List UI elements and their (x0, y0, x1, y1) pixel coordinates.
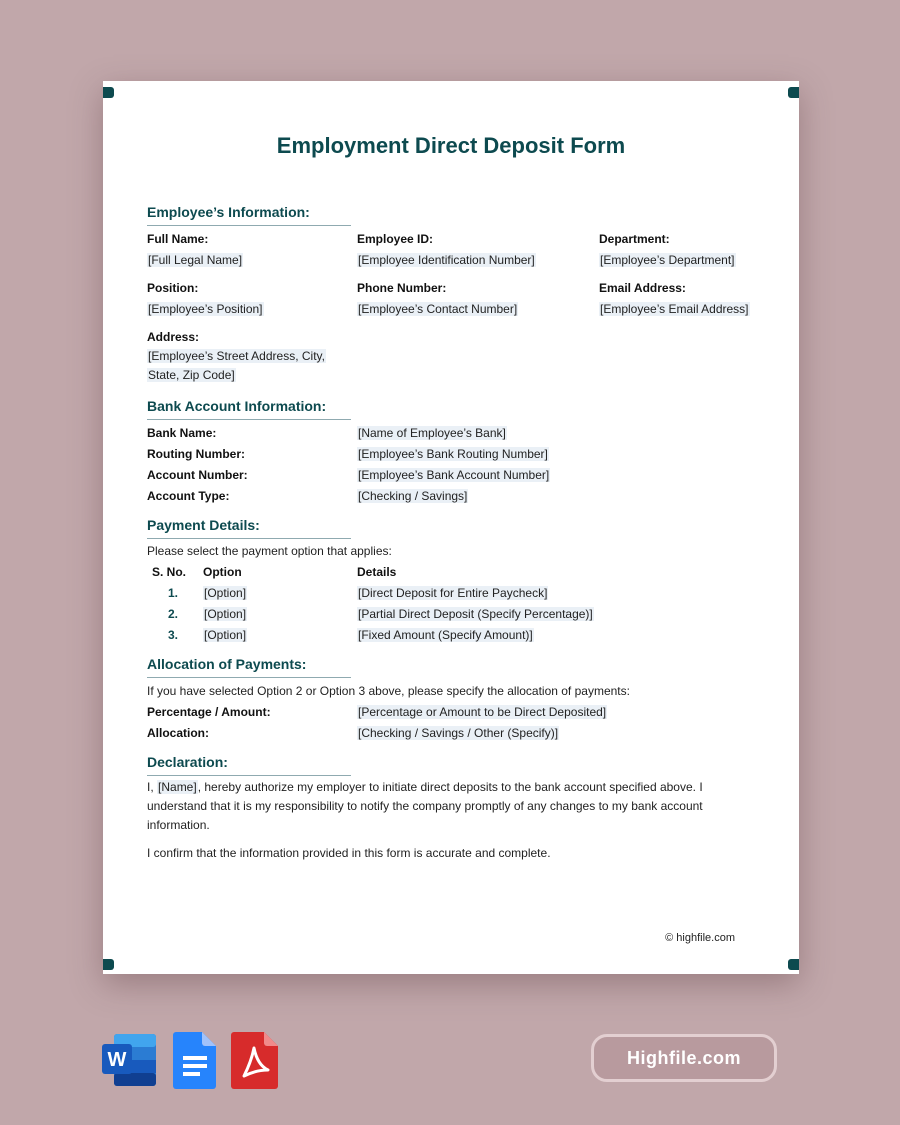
page-title: Employment Direct Deposit Form (276, 133, 626, 158)
highfile-badge[interactable]: Highfile.com (591, 1034, 777, 1082)
pdf-icon[interactable] (230, 1030, 280, 1090)
full-name-value[interactable]: [Full Legal Name] (148, 253, 243, 267)
word-icon[interactable] (100, 1030, 158, 1090)
corner-mark (788, 87, 799, 98)
allocation-label: Allocation: (147, 726, 209, 740)
allocation-value[interactable]: [Checking / Savings / Other (Specify)] (358, 726, 559, 740)
option-value[interactable]: [Option] (204, 586, 247, 600)
department-value[interactable]: [Employee’s Department] (600, 253, 735, 267)
address-label: Address: (147, 330, 200, 344)
confirmation-paragraph: I confirm that the information provided in this form is accurate and complete. (147, 846, 551, 860)
copyright-footer: © highfile.com (665, 932, 735, 944)
section-heading-bank: Bank Account Information: (147, 398, 351, 420)
position-label: Position: (147, 281, 199, 295)
employee-id-value[interactable]: [Employee Identification Number] (358, 253, 535, 267)
corner-mark (103, 959, 114, 970)
allocation-intro: If you have selected Option 2 or Option 3 above, please specify the allocation of payments: (147, 684, 630, 698)
phone-label: Phone Number: (357, 281, 447, 295)
column-header-option: Option (203, 565, 242, 579)
svg-text:W: W (107, 1049, 127, 1071)
account-number-label: Account Number: (147, 468, 248, 482)
percentage-amount-label: Percentage / Amount: (147, 705, 271, 719)
account-type-label: Account Type: (147, 489, 230, 503)
department-label: Department: (599, 232, 670, 246)
account-type-value[interactable]: [Checking / Savings] (358, 489, 468, 503)
employee-id-label: Employee ID: (357, 232, 434, 246)
option-details[interactable]: [Partial Direct Deposit (Specify Percentage)] (358, 607, 593, 621)
row-number: 2. (168, 607, 179, 621)
address-value-line1[interactable]: [Employee’s Street Address, City, (148, 349, 325, 363)
option-details[interactable]: [Direct Deposit for Entire Paycheck] (358, 586, 548, 600)
document-page (103, 81, 799, 974)
full-name-label: Full Name: (147, 232, 209, 246)
address-value-line2[interactable]: State, Zip Code] (148, 368, 235, 382)
corner-mark (788, 959, 799, 970)
section-heading-payment: Payment Details: (147, 517, 351, 539)
column-header-sno: S. No. (152, 565, 187, 579)
column-header-details: Details (357, 565, 397, 579)
routing-number-value[interactable]: [Employee’s Bank Routing Number] (358, 447, 548, 461)
declaration-name-placeholder[interactable]: [Name] (158, 780, 197, 794)
payment-intro: Please select the payment option that applies: (147, 544, 392, 558)
account-number-value[interactable]: [Employee’s Bank Account Number] (358, 468, 550, 482)
email-label: Email Address: (599, 281, 686, 295)
option-value[interactable]: [Option] (204, 607, 247, 621)
routing-number-label: Routing Number: (147, 447, 245, 461)
corner-mark (103, 87, 114, 98)
phone-value[interactable]: [Employee’s Contact Number] (358, 302, 518, 316)
option-value[interactable]: [Option] (204, 628, 247, 642)
position-value[interactable]: [Employee’s Position] (148, 302, 263, 316)
google-docs-icon[interactable] (172, 1030, 218, 1090)
row-number: 3. (168, 628, 179, 642)
option-details[interactable]: [Fixed Amount (Specify Amount)] (358, 628, 533, 642)
percentage-amount-value[interactable]: [Percentage or Amount to be Direct Deposited] (358, 705, 607, 719)
section-heading-employee: Employee’s Information: (147, 204, 351, 226)
section-heading-allocation: Allocation of Payments: (147, 656, 351, 678)
bank-name-value[interactable]: [Name of Employee’s Bank] (358, 426, 506, 440)
bank-name-label: Bank Name: (147, 426, 217, 440)
section-heading-declaration: Declaration: (147, 754, 351, 776)
email-value[interactable]: [Employee’s Email Address] (600, 302, 749, 316)
declaration-paragraph: I, [Name], hereby authorize my employer to initiate direct deposits to the bank account specified above. I understand that it is my responsibility to notify the company promptly of any changes to my bank account information. (147, 780, 703, 832)
row-number: 1. (168, 586, 179, 600)
